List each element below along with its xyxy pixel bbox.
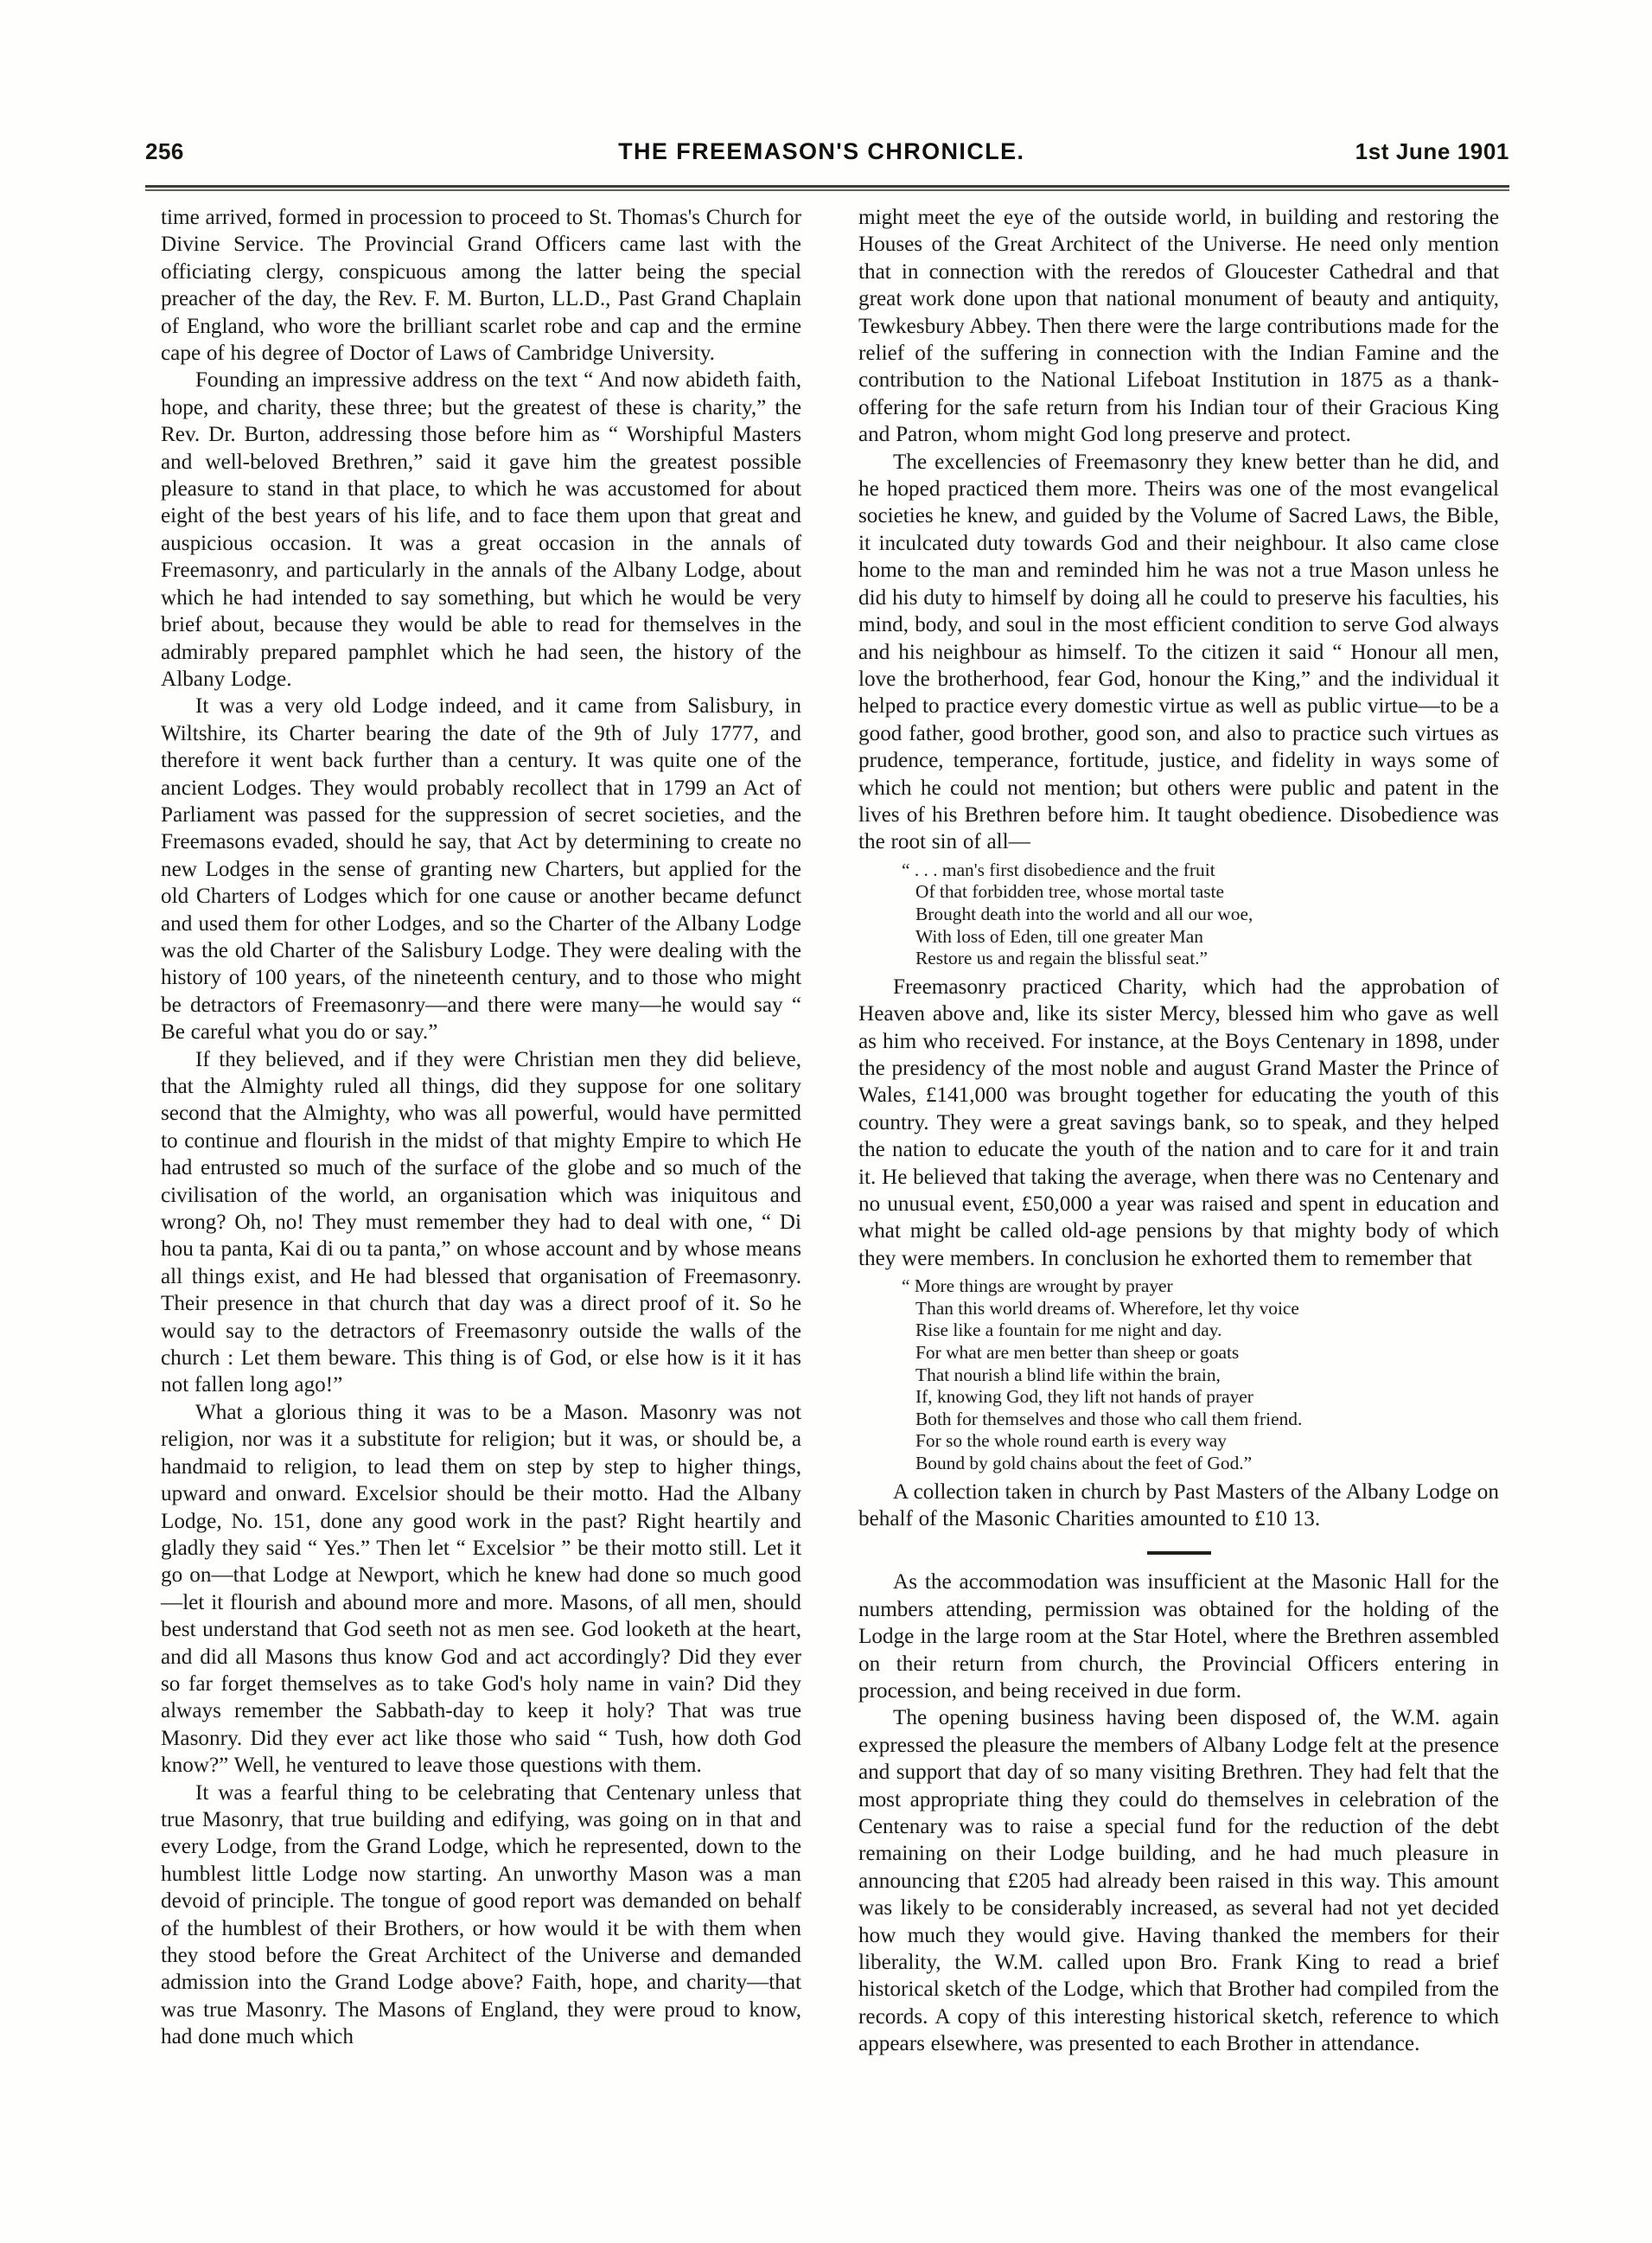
verse-line: With loss of Eden, till one greater Man — [915, 925, 1203, 947]
paragraph: Founding an impressive address on the text “ And now abideth faith, hope, and charity, these three; but the greatest of these is charity,” the Rev. Dr. Burton, addressing those before him as “ Worshipful Masters and well-beloved Brethren,” said it gave him the greatest possible pleasure to stand in that place, to which he was accustomed for about eight of the best years of his life, and to face them upon that great and auspicious occasion. It was a great occasion in the annals of Freemasonry, and particularly in the annals of the Albany Lodge, about which he had intended to say something, but which he would be very brief about, because they would be able to read for themselves in the admirably prepared pamphlet which he had seen, the history of the Albany Lodge. — [161, 368, 801, 691]
verse-block-milton — [858, 859, 1499, 970]
verse-line: Brought death into the world and all our woe, — [915, 903, 1253, 924]
page-number: 256 — [145, 138, 184, 164]
masthead-rule-bottom — [145, 189, 1509, 191]
paragraph: If they believed, and if they were Christian men they did believe, that the Almighty ruled all things, did they suppose for one solitary second that the Almighty, who was all powerful, would have permitted to continue and flourish in the midst of that mighty Empire to which He had entrusted so much of the surface of the globe and so much of the civilisation of the world, an organisation which was iniquitous and wrong? Oh, no! They must remember they had to deal with one, “ Di hou ta panta, Kai di ou ta panta,” on whose account and by whose means all things exist, and He had blessed that organisation of Freemasonry. Their presence in that church that day was a direct proof of it. So he would say to the detractors of Freemasonry outside the walls of the church : Let them beware. This thing is of God, or else how is it it has not fallen long ago!” — [161, 1047, 801, 1397]
masthead-rule-top — [145, 185, 1509, 188]
section-divider-rule — [1147, 1551, 1211, 1555]
verse-line: Restore us and regain the blissful seat.” — [915, 948, 1208, 969]
verse-line: That nourish a blind life within the brain, — [915, 1364, 1221, 1385]
verse-line: “ More things are wrought by prayer — [902, 1275, 1173, 1297]
verse-line: If, knowing God, they lift not hands of prayer — [915, 1386, 1253, 1408]
paragraph: A collection taken in church by Past Masters of the Albany Lodge on behalf of the Masonic Charities amounted to £10 13. — [858, 1479, 1499, 1530]
verse-line: Rise like a fountain for me night and day. — [915, 1320, 1222, 1341]
paragraph: might meet the eye of the outside world, in building and restoring the Houses of the Great Architect of the Universe. He need only mention that in connection with the reredos of Gloucester Cathedral and that great work done upon that national monument of beauty and antiquity, Tewkesbury Abbey. Then there were the large contributions made for the relief of the suffering in connection with the Indian Famine and the contribution to the National Lifeboat Institution in 1875 as a thank-offering for the safe return from his Indian tour of their Gracious King and Patron, whom might God long preserve and protect. — [858, 206, 1499, 447]
verse-line: Both for themselves and those who call them friend. — [915, 1408, 1303, 1429]
paragraph: The excellencies of Freemasonry they knew better than he did, and he hoped practiced them more. Theirs was one of the most evangelical societies he knew, and guided by the Volume of Sacred Laws, the Bible, it inculcated duty towards God and their neighbour. It also came close home to the man and reminded him he was not a true Mason unless he did his duty to himself by doing all he could to preserve his faculties, his mind, body, and soul in the most efficient condition to serve God always and his neighbour as himself. To the citizen it said “ Honour all men, love the brotherhood, fear God, honour the King,” and the individual it helped to practice every domestic virtue as well as public virtue—to be a good father, good brother, good son, and also to practice such virtues as prudence, temperance, fortitude, justice, and fidelity in ways some of which he could not mention; but others were public and patent in the lives of his Brethren before him. It taught obedience. Disobedience was the root sin of all— — [858, 450, 1499, 854]
masthead-rule — [145, 185, 1509, 191]
verse-line: For what are men better than sheep or goats — [915, 1341, 1240, 1363]
verse-line: “ . . . man's first disobedience and the fruit — [902, 859, 1215, 880]
paragraph: time arrived, formed in procession to proceed to St. Thomas's Church for Divine Service. The Provincial Grand Officers came last with the officiating clergy, conspicuous among the latter being the special preacher of the day, the Rev. F. M. Burton, LL.D., Past Grand Chaplain of England, who wore the brilliant scarlet robe and cap and the ermine cape of his degree of Doctor of Laws of Cambridge University. — [161, 206, 801, 366]
paragraph: It was a fearful thing to be celebrating that Centenary unless that true Masonry, that true building and edifying, was going on in that and every Lodge, from the Grand Lodge, which he represented, down to the humblest little Lodge now starting. An unworthy Mason was a man devoid of principle. The tongue of good report was demanded on behalf of the humblest of their Brothers, or how would it be with them when they stood before the Great Architect of the Universe and demanded admission into the Grand Lodge above? Faith, hope, and charity—that was true Masonry. The Masons of England, they were proud to know, had done much which — [161, 1780, 801, 2049]
verse-block-tennyson — [858, 1275, 1499, 1474]
issue-date: 1st June 1901 — [1355, 138, 1509, 164]
column-left — [161, 204, 801, 2058]
verse-line: For so the whole round earth is every way — [915, 1430, 1227, 1452]
verse-line: Than this world dreams of. Wherefore, let thy voice — [915, 1297, 1299, 1319]
column-right — [858, 204, 1499, 2058]
paragraph: What a glorious thing it was to be a Mason. Masonry was not religion, nor was it a substitute for religion; but it was, or should be, a handmaid to religion, to lead them on step by step to higher things, upward and onward. Excelsior should be their motto. Had the Albany Lodge, No. 151, done any good work in the past? Right heartily and gladly they said “ Yes.” Then let “ Excelsior ” be their motto still. Let it go on—that Lodge at Newport, which he knew had done so much good—let it flourish and abound more and more. Masons, of all men, should best understand that God seeth not as men see. God looketh at the heart, and did all Masons thus know God and act accordingly? Did they ever so far forget themselves as to take God's holy name in vain? Did they always remember the Sabbath-day to keep it holy? That was true Masonry. Did they ever act like those who said “ Tush, how doth God know?” Well, he ventured to leave those questions with them. — [161, 1400, 801, 1778]
verse-line: Of that forbidden tree, whose mortal taste — [915, 881, 1224, 903]
verse-line: Bound by gold chains about the feet of God.” — [915, 1452, 1253, 1473]
paragraph: Freemasonry practiced Charity, which had the approbation of Heaven above and, like its sister Mercy, blessed him who gave as well as him who received. For instance, at the Boys Centenary in 1898, under the presidency of the most noble and august Grand Master the Prince of Wales, £141,000 was brought together for educating the youth of this country. They were a great savings bank, so to speak, and they helped the nation to educate the youth of the nation and to care for it and train it. He believed that taking the average, when there was no Centenary and no unusual event, £50,000 a year was raised and spent in education and what might be called old-age pensions by that mighty body of which they were members. In conclusion he exhorted them to remember that — [858, 975, 1499, 1270]
paragraph: As the accommodation was insufficient at the Masonic Hall for the numbers attending, permission was obtained for the holding of the Lodge in the large room at the Star Hotel, where the Brethren assembled on their return from church, the Provincial Officers entering in procession, and being received in due form. — [858, 1570, 1499, 1703]
article-columns — [161, 204, 1499, 2058]
paragraph: It was a very old Lodge indeed, and it came from Salisbury, in Wiltshire, its Charter bearing the date of the 9th of July 1777, and therefore it went back further than a century. It was quite one of the ancient Lodges. They would probably recollect that in 1799 an Act of Parliament was passed for the suppression of secret societies, and the Freemasons evaded, should he say, that Act by determining to create no new Lodges in the sense of granting new Charters, but applied for the old Charters of Lodges which for one cause or another became defunct and used them for other Lodges, and so the Charter of the Albany Lodge was the old Charter of the Salisbury Lodge. They were dealing with the history of 100 years, of the nineteenth century, and to those who might be detractors of Freemasonry—and there were many—he would say “ Be careful what you do or say.” — [161, 694, 801, 1045]
paragraph: The opening business having been disposed of, the W.M. again expressed the pleasure the members of Albany Lodge felt at the presence and support that day of so many visiting Brethren. They had felt that the most appropriate thing they could do themselves in celebration of the Centenary was to raise a special fund for the reduction of the debt remaining on their Lodge building, and he had much pleasure in announcing that £205 had already been raised in this way. This amount was likely to be considerably increased, as several had not yet decided how much they would give. Having thanked the members for their liberality, the W.M. called upon Bro. Frank King to read a brief historical sketch of the Lodge, which that Brother had compiled from the records. A copy of this interesting historical sketch, reference to which appears elsewhere, was presented to each Brother in attendance. — [858, 1706, 1499, 2056]
publication-title: THE FREEMASON'S CHRONICLE. — [618, 138, 1025, 164]
